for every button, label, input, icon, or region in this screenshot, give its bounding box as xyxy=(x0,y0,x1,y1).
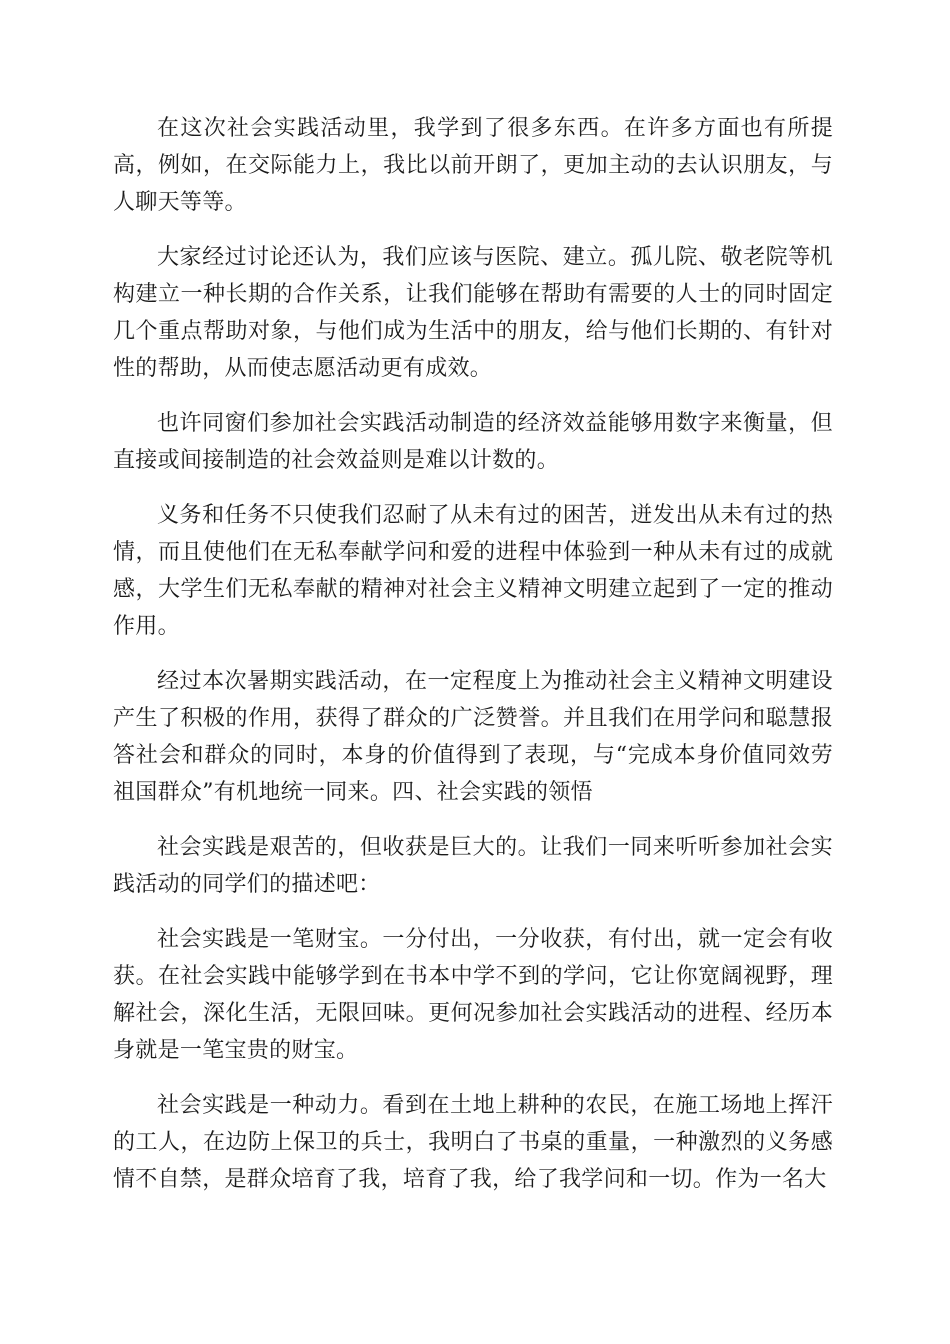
paragraph-6: 社会实践是艰苦的，但收获是巨大的。让我们一同来听听参加社会实践活动的同学们的描述吧： xyxy=(113,835,833,897)
paragraph-3: 也许同窗们参加社会实践活动制造的经济效益能够用数字来衡量，但直接或间接制造的社会效益则是难以计数的。 xyxy=(113,411,833,473)
paragraph-1: 在这次社会实践活动里，我学到了很多东西。在许多方面也有所提高，例如，在交际能力上，我比以前开朗了，更加主动的去认识朋友，与人聊天等等。 xyxy=(113,116,833,215)
paragraph-7: 社会实践是一笔财宝。一分付出，一分收获，有付出，就一定会有收获。在社会实践中能够学到在书本中学不到的学问，它让你宽阔视野，理解社会，深化生活，无限回味。更何况参加社会实践活动的进程、经历本身就是一笔宝贵的财宝。 xyxy=(113,927,833,1063)
paragraph-5: 经过本次暑期实践活动，在一定程度上为推动社会主义精神文明建设产生了积极的作用，获得了群众的广泛赞誉。并且我们在用学问和聪慧报答社会和群众的同时，本身的价值得到了表现，与“完成本身价值同效劳祖国群众”有机地统一同来。四、社会实践的领悟 xyxy=(113,669,833,805)
document-page xyxy=(113,110,833,1216)
paragraph-8: 社会实践是一种动力。看到在土地上耕种的农民，在施工场地上挥汗的工人，在边防上保卫的兵士，我明白了书桌的重量，一种激烈的义务感情不自禁，是群众培育了我，培育了我，给了我学问和一切。作为一名大 xyxy=(113,1093,833,1192)
paragraph-4: 义务和任务不只使我们忍耐了从未有过的困苦，迸发出从未有过的热情，而且使他们在无私奉献学问和爱的进程中体验到一种从未有过的成就感，大学生们无私奉献的精神对社会主义精神文明建立起到了一定的推动作用。 xyxy=(113,503,833,639)
paragraph-2: 大家经过讨论还认为，我们应该与医院、建立。孤儿院、敬老院等机构建立一种长期的合作关系，让我们能够在帮助有需要的人士的同时固定几个重点帮助对象，与他们成为生活中的朋友，给与他们长期的、有针对性的帮助，从而使志愿活动更有成效。 xyxy=(113,245,833,381)
